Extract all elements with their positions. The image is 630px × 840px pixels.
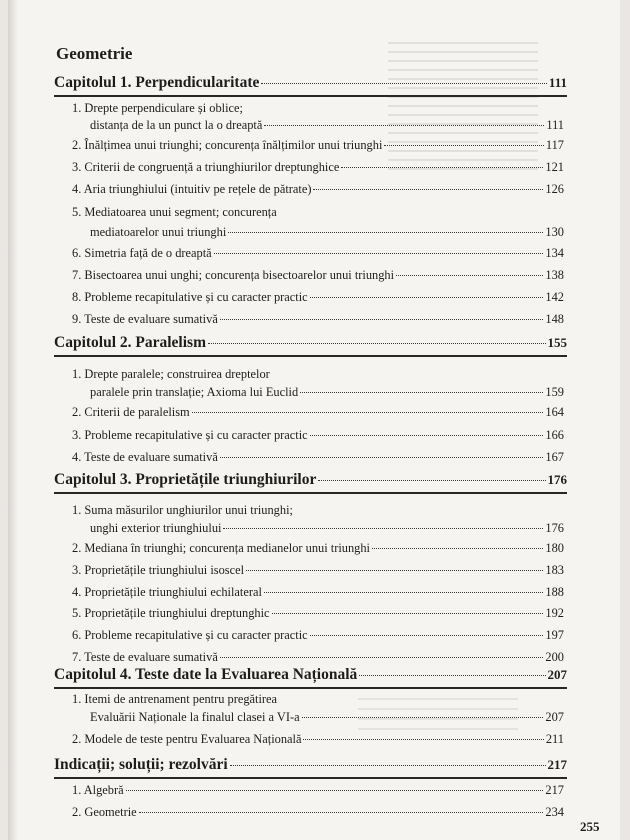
page-ref: 176: [547, 472, 567, 487]
dot-leader: [220, 657, 544, 658]
toc-entry-line: 1. Suma măsurilor unghiurilor unui triunghi;: [72, 503, 293, 517]
chapter-title: Capitolul 3. Proprietățile triunghiurilor: [54, 471, 317, 488]
page-ref: 164: [545, 405, 564, 419]
page-ref: 217: [545, 783, 564, 797]
chapter-3-heading: [54, 471, 567, 489]
dot-leader: [302, 717, 544, 718]
page-ref: 142: [545, 290, 564, 304]
toc-entry-label: 2. Criterii de paralelism: [72, 405, 190, 419]
page-ref: 207: [545, 710, 564, 724]
dot-leader: [264, 592, 543, 593]
toc-entry: [72, 290, 564, 305]
chapter-title: Capitolul 4. Teste date la Evaluarea Națională: [54, 666, 358, 683]
page-ref: 155: [547, 335, 567, 350]
toc-entry-line: 1. Itemi de antrenament pentru pregătirea: [72, 692, 278, 706]
dot-leader: [246, 570, 543, 571]
page-ref: 111: [546, 118, 564, 132]
chapter-rule: [54, 355, 567, 357]
page-ref: 126: [545, 182, 564, 196]
page-ref: 138: [545, 268, 564, 282]
page-ref: 111: [548, 75, 567, 90]
toc-entry-label: 2. Mediana în triunghi; concurența medianelor unui triunghi: [72, 541, 370, 555]
toc-entry-label: 8. Probleme recapitulative și cu caracter practic: [72, 290, 308, 304]
toc-entry: [90, 225, 564, 240]
page-ref: 197: [545, 628, 564, 642]
toc-entry-label: 2. Geometrie: [72, 805, 137, 819]
toc-entry-label: 1. Algebră: [72, 783, 124, 797]
page-ref: 176: [545, 521, 564, 535]
toc-entry-label: 4. Teste de evaluare sumativă: [72, 450, 218, 464]
dot-leader: [313, 189, 543, 190]
page-ref: 130: [545, 225, 564, 239]
toc-entry-label: 4. Aria triunghiului (intuitiv pe rețele de pătrate): [72, 182, 312, 196]
toc-entry: [72, 805, 564, 820]
toc-entry-label: 3. Criterii de congruență a triunghiurilor dreptunghice: [72, 160, 340, 174]
solutions-heading: [54, 756, 567, 774]
toc-entry-label: 4. Proprietățile triunghiului echilateral: [72, 585, 262, 599]
page-ref: 159: [545, 385, 564, 399]
toc-entry: [72, 650, 564, 665]
toc-entry: [72, 312, 564, 327]
toc-entry: [90, 385, 564, 400]
dot-leader: [300, 392, 543, 393]
chapter-2-heading: [54, 334, 567, 352]
chapter-title: Indicații; soluții; rezolvări: [54, 756, 228, 773]
toc-entry-label: distanța de la un punct la o dreaptă: [90, 118, 263, 132]
toc-entry-label: 3. Proprietățile triunghiului isoscel: [72, 563, 245, 577]
dot-leader: [126, 790, 544, 791]
page-ref: 117: [545, 138, 564, 152]
toc-entry: [72, 138, 564, 153]
toc-entry-label: 2. Înălțimea unui triunghi; concurența înălțimilor unui triunghi: [72, 138, 383, 152]
toc-entry-label: unghi exterior triunghiului: [90, 521, 222, 535]
toc-entry: [72, 182, 564, 197]
dot-leader: [318, 480, 545, 481]
toc-entry: [90, 118, 564, 133]
chapter-title: Capitolul 1. Perpendicularitate: [54, 74, 260, 91]
dot-leader: [228, 232, 543, 233]
toc-entry: [72, 160, 564, 175]
chapter-rule: [54, 687, 567, 689]
toc-entry: [72, 563, 564, 578]
toc-entry: [72, 628, 564, 643]
toc-entry-label: 5. Proprietățile triunghiului dreptunghic: [72, 606, 270, 620]
chapter-1-heading: [54, 74, 567, 92]
toc-entry: [72, 428, 564, 443]
chapter-title: Capitolul 2. Paralelism: [54, 334, 206, 351]
page-ref: 188: [545, 585, 564, 599]
dot-leader: [220, 457, 544, 458]
page-spine-shadow: [8, 0, 18, 840]
toc-entry: [72, 732, 564, 747]
page-ref: 217: [547, 757, 567, 772]
toc-entry: [72, 541, 564, 556]
toc-entry-label: 2. Modele de teste pentru Evaluarea Națională: [72, 732, 302, 746]
dot-leader: [341, 167, 543, 168]
toc-entry-line: 5. Mediatoarea unui segment; concurența: [72, 205, 277, 219]
toc-entry: [90, 521, 564, 536]
chapter-4-heading: [54, 666, 567, 684]
toc-entry-label: 3. Probleme recapitulative și cu caracter practic: [72, 428, 308, 442]
toc-entry-label: Evaluării Naționale la finalul clasei a VI-a: [90, 710, 300, 724]
toc-entry: [90, 710, 564, 725]
book-page: [8, 0, 620, 840]
toc-entry-label: 9. Teste de evaluare sumativă: [72, 312, 218, 326]
toc-entry: [72, 268, 564, 283]
page-ref: 211: [545, 732, 564, 746]
page-ref: 200: [545, 650, 564, 664]
toc-entry: [72, 606, 564, 621]
toc-entry-label: 7. Bisectoarea unui unghi; concurența bisectoarelor unui triunghi: [72, 268, 395, 282]
page-ref: 121: [545, 160, 564, 174]
dot-leader: [230, 765, 546, 766]
toc-entry: [72, 450, 564, 465]
page-ref: 234: [545, 805, 564, 819]
chapter-rule: [54, 95, 567, 97]
chapter-rule: [54, 492, 567, 494]
toc-entry: [72, 246, 564, 261]
toc-entry-label: mediatoarelor unui triunghi: [90, 225, 227, 239]
toc-entry-line: 1. Drepte paralele; construirea dreptelor: [72, 367, 270, 381]
dot-leader: [396, 275, 543, 276]
page-ref: 180: [545, 541, 564, 555]
dot-leader: [264, 125, 544, 126]
dot-leader: [359, 675, 545, 676]
section-title: Geometrie: [56, 44, 133, 63]
dot-leader: [384, 145, 543, 146]
toc-entry: [72, 783, 564, 798]
toc-entry-label: 6. Probleme recapitulative și cu caracter practic: [72, 628, 308, 642]
page-ref: 148: [545, 312, 564, 326]
dot-leader: [310, 635, 544, 636]
dot-leader: [139, 812, 544, 813]
toc-entry-label: 7. Teste de evaluare sumativă: [72, 650, 218, 664]
dot-leader: [223, 528, 543, 529]
dot-leader: [372, 548, 543, 549]
dot-leader: [272, 613, 544, 614]
toc-entry-line: 1. Drepte perpendiculare și oblice;: [72, 101, 243, 115]
toc-entry-label: 6. Simetria față de o dreaptă: [72, 246, 212, 260]
dot-leader: [310, 297, 544, 298]
page-number: 255: [580, 819, 600, 834]
toc-entry: [72, 405, 564, 420]
page-ref: 166: [545, 428, 564, 442]
page-ref: 167: [545, 450, 564, 464]
chapter-rule: [54, 777, 567, 779]
dot-leader: [214, 253, 544, 254]
toc-entry-label: paralele prin translație; Axioma lui Euclid: [90, 385, 299, 399]
toc-entry: [72, 585, 564, 600]
page-ref: 134: [545, 246, 564, 260]
dot-leader: [192, 412, 544, 413]
page-ref: 192: [545, 606, 564, 620]
dot-leader: [303, 739, 543, 740]
page-ref: 183: [545, 563, 564, 577]
dot-leader: [220, 319, 544, 320]
dot-leader: [208, 343, 546, 344]
dot-leader: [261, 83, 547, 84]
page-ref: 207: [547, 667, 567, 682]
dot-leader: [310, 435, 544, 436]
